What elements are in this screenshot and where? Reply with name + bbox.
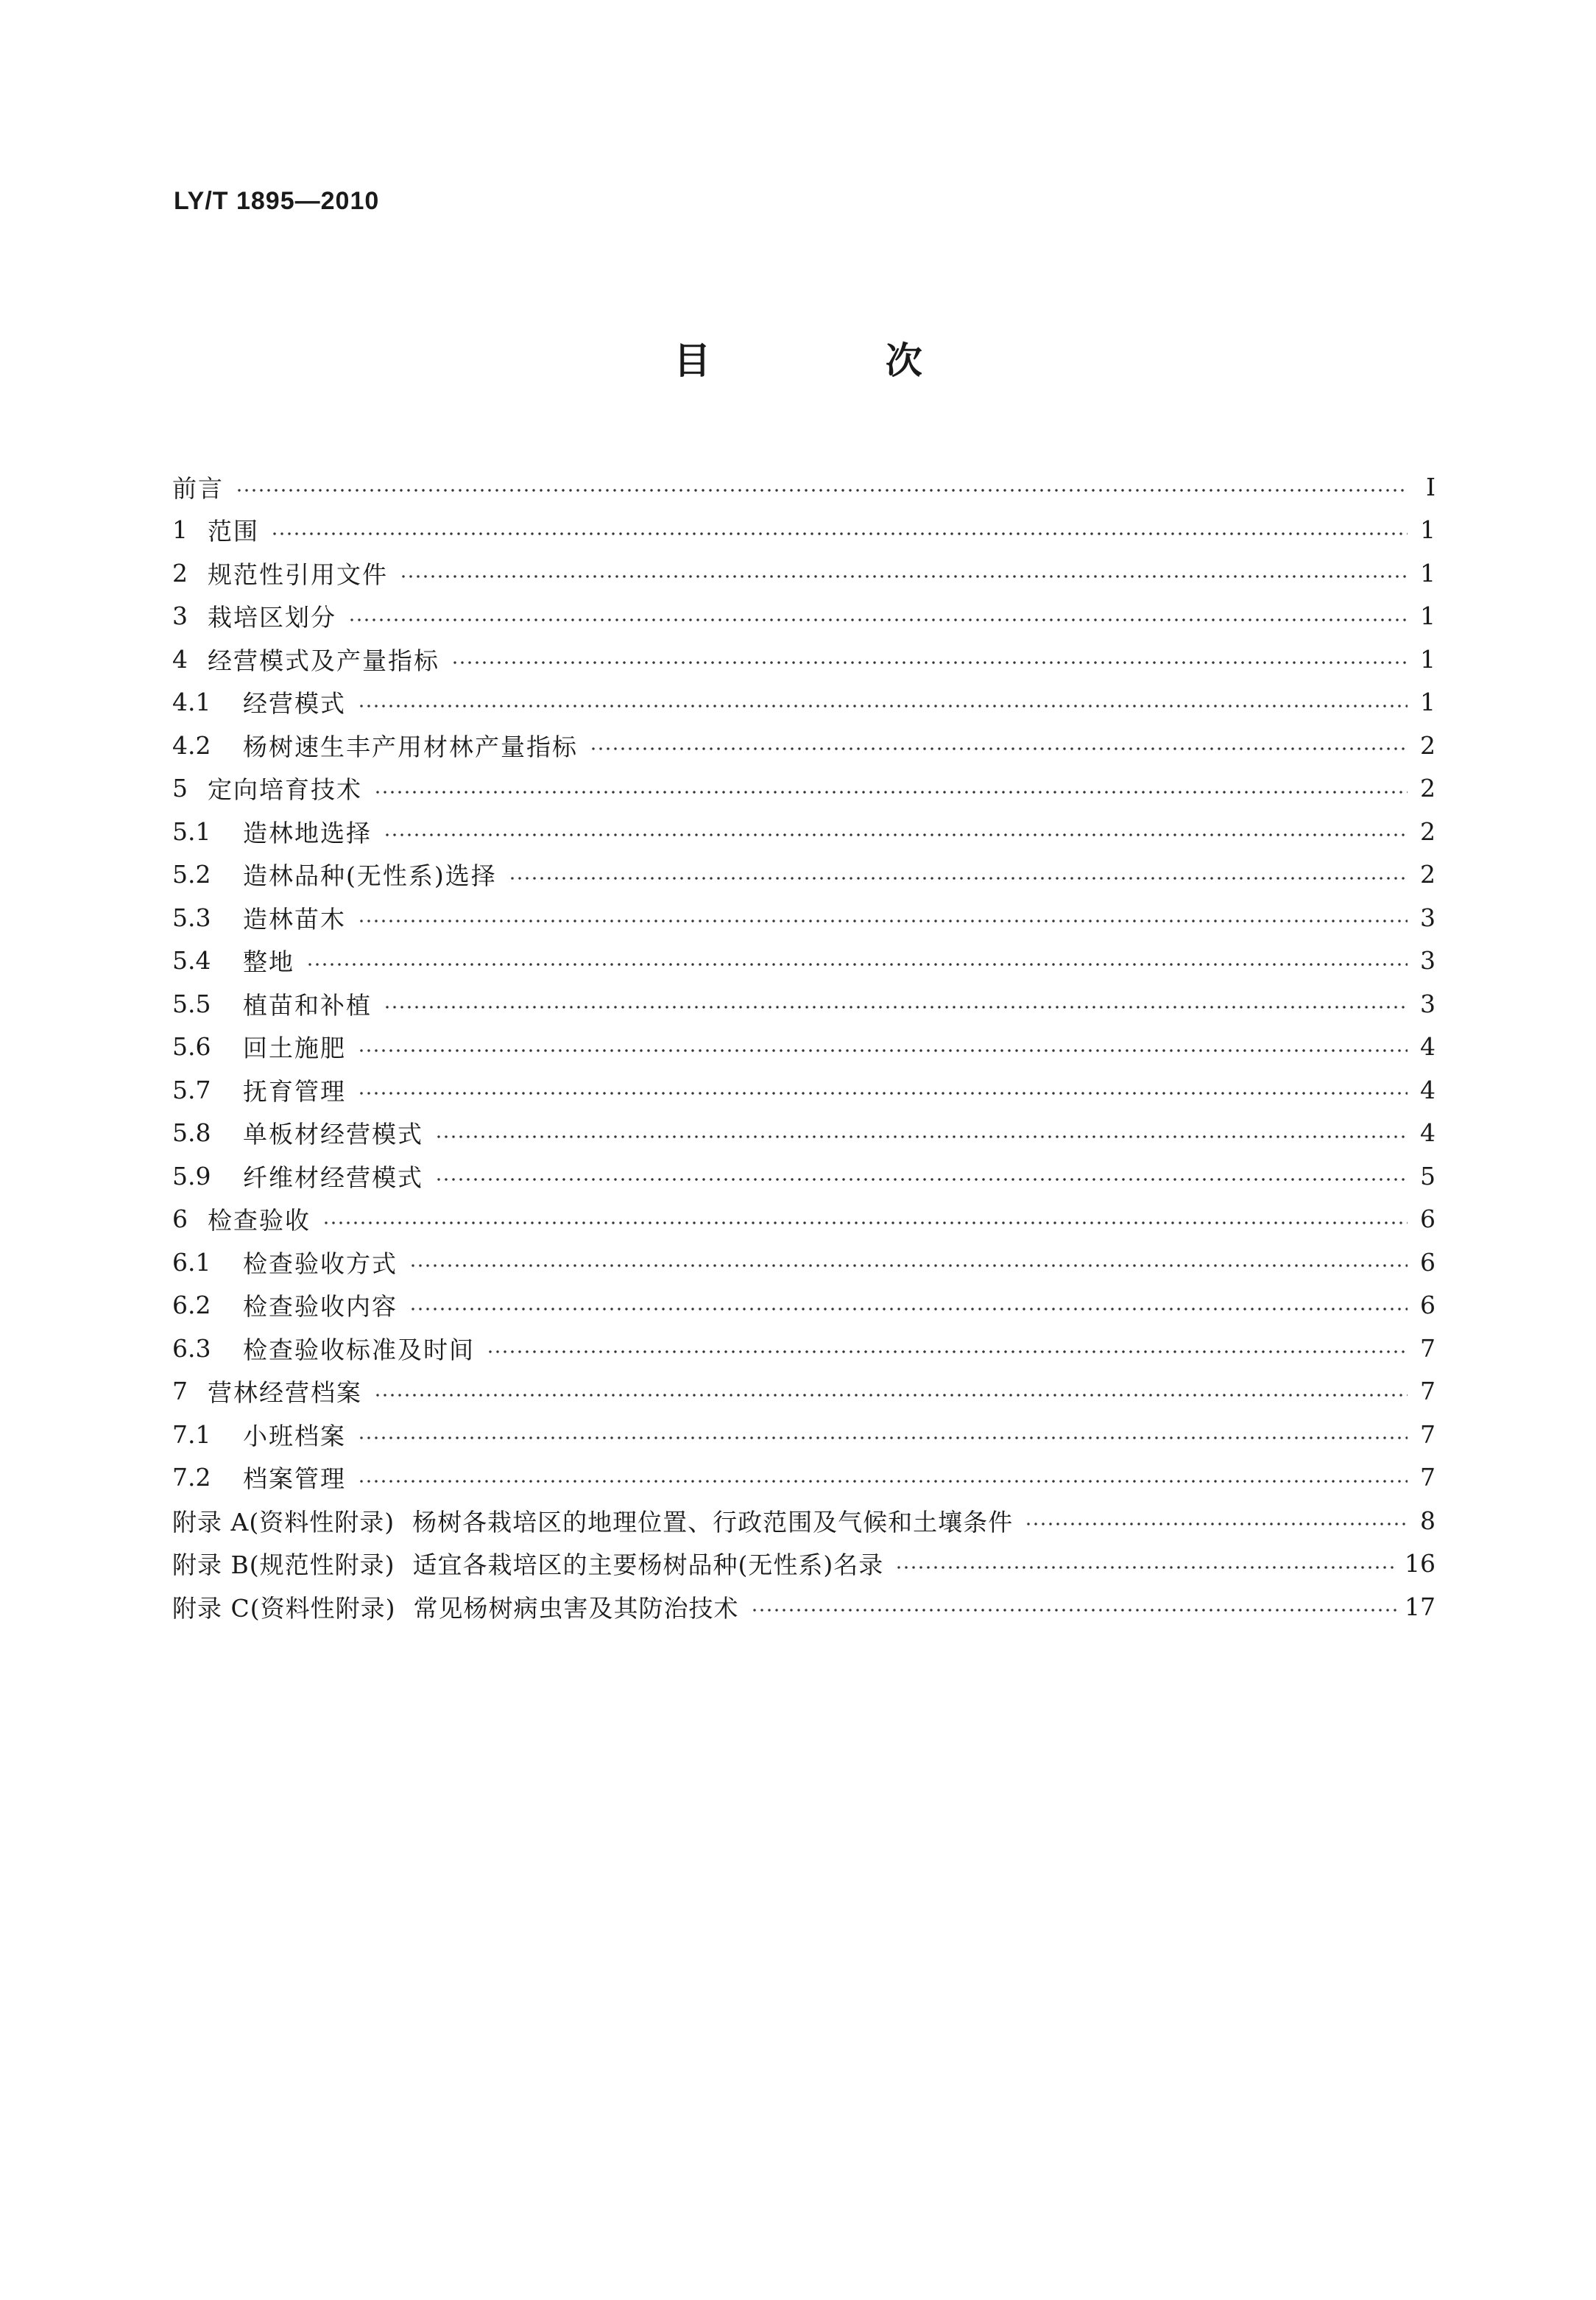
toc-section-number: 7.1 [172, 1419, 211, 1449]
toc-page-number: 3 [1420, 903, 1436, 932]
toc-entry-5-7[interactable] [172, 1068, 1436, 1112]
toc-page-number: 2 [1420, 816, 1436, 846]
toc-label: 杨树速生丰产用材林产量指标 [243, 732, 578, 761]
toc-leader-dots [451, 661, 1408, 664]
toc-page-number: 2 [1420, 860, 1436, 889]
toc-page-number: 1 [1420, 688, 1436, 717]
toc-entry-foreword[interactable] [172, 465, 1436, 509]
toc-appendix-tag: 附录 B(规范性附录) [172, 1551, 395, 1580]
toc-label: 造林地选择 [243, 818, 372, 847]
toc-page-number: 6 [1420, 1291, 1436, 1320]
toc-entry-7-2[interactable] [172, 1456, 1436, 1500]
toc-section-number: 7 [172, 1377, 188, 1406]
toc-entry-6-1[interactable] [172, 1241, 1436, 1284]
toc-page-number: 8 [1420, 1506, 1436, 1535]
toc-entry-5-6[interactable] [172, 1026, 1436, 1069]
toc-leader-dots [487, 1350, 1408, 1353]
toc-label: 回土施肥 [243, 1034, 346, 1063]
toc-entry-2[interactable] [172, 551, 1436, 595]
toc-appendix-tag: 附录 A(资料性附录) [172, 1507, 395, 1537]
toc-leader-dots [358, 1480, 1408, 1483]
toc-leader-dots [358, 920, 1408, 923]
toc-page-number: 4 [1420, 1075, 1436, 1104]
toc-entry-3[interactable] [172, 595, 1436, 638]
toc-label: 档案管理 [243, 1464, 346, 1494]
toc-page-number: 2 [1420, 730, 1436, 760]
toc-leader-dots [358, 705, 1408, 708]
toc-label: 小班档案 [243, 1421, 346, 1450]
toc-section-number: 3 [172, 602, 188, 631]
standard-code: LY/T 1895—2010 [174, 187, 380, 215]
toc-label: 经营模式 [243, 689, 346, 719]
toc-appendix-label [172, 1546, 883, 1581]
toc-section-number: 4.2 [172, 730, 211, 760]
toc-leader-dots [1025, 1523, 1408, 1525]
toc-label: 整地 [243, 948, 294, 977]
toc-page-number: 1 [1420, 558, 1436, 588]
toc-section-number: 4.1 [172, 688, 211, 717]
toc-entry-5[interactable] [172, 767, 1436, 811]
toc-section-number: 5.2 [172, 860, 211, 889]
toc-leader-dots [751, 1609, 1398, 1612]
toc-section-number: 5.1 [172, 816, 211, 846]
toc-page-number: 17 [1405, 1592, 1436, 1621]
toc-label: 常见杨树病虫害及其防治技术 [413, 1593, 739, 1623]
toc-page-number: 7 [1420, 1377, 1436, 1406]
toc-page-number: 6 [1420, 1247, 1436, 1277]
toc-label: 单板材经营模式 [243, 1120, 423, 1149]
toc-page-number: Ⅰ [1425, 472, 1436, 501]
toc-section-number: 2 [172, 558, 188, 588]
toc-leader-dots [384, 833, 1408, 836]
toc-section-number: 7.2 [172, 1463, 211, 1492]
toc-label: 抚育管理 [243, 1076, 346, 1106]
toc-page-number: 3 [1420, 989, 1436, 1018]
toc-leader-dots [435, 1178, 1408, 1181]
toc-label: 纤维材经营模式 [243, 1163, 423, 1192]
toc-page-number: 7 [1420, 1419, 1436, 1449]
toc-label: 前言 [172, 473, 224, 503]
toc-leader-dots [409, 1264, 1408, 1267]
toc-entry-5-2[interactable] [172, 853, 1436, 897]
toc-section-number: 5.3 [172, 903, 211, 932]
toc-label: 适宜各栽培区的主要杨树品种(无性系)名录 [412, 1551, 884, 1580]
toc-page-number: 1 [1420, 515, 1436, 545]
toc-label: 检查验收方式 [243, 1249, 398, 1278]
toc-label: 造林苗木 [243, 904, 346, 934]
toc-section-number: 4 [172, 644, 188, 674]
toc-section-number: 5.9 [172, 1161, 211, 1190]
toc-entry-5-8[interactable] [172, 1112, 1436, 1155]
toc-page-number: 4 [1420, 1118, 1436, 1148]
toc-entry-6-2[interactable] [172, 1284, 1436, 1327]
page-title: 目 次 [674, 339, 1003, 382]
toc-entry-5-5[interactable] [172, 982, 1436, 1026]
toc-leader-dots [895, 1566, 1397, 1569]
toc-page-number: 7 [1420, 1333, 1436, 1363]
toc-leader-dots [409, 1308, 1408, 1310]
toc-page-number: 1 [1420, 644, 1436, 674]
toc-label: 造林品种(无性系)选择 [243, 861, 497, 891]
toc-appendix-tag: 附录 C(资料性附录) [172, 1593, 396, 1623]
toc-entry-1[interactable] [172, 509, 1436, 552]
toc-section-number: 6 [172, 1204, 188, 1234]
toc-leader-dots [358, 1049, 1408, 1052]
toc-leader-dots [400, 575, 1408, 578]
toc-leader-dots [590, 747, 1408, 750]
toc-leader-dots [374, 791, 1408, 794]
toc-page-number: 5 [1420, 1161, 1436, 1190]
toc-label: 定向培育技术 [208, 775, 362, 805]
toc-entry-4[interactable] [172, 638, 1436, 681]
toc-leader-dots [435, 1135, 1408, 1138]
toc-label: 范围 [208, 517, 259, 546]
toc-page-number: 7 [1420, 1463, 1436, 1492]
toc-entry-4-1[interactable] [172, 681, 1436, 724]
toc-leader-dots [236, 489, 1408, 492]
toc-page-number: 6 [1420, 1204, 1436, 1234]
toc-section-number: 5.8 [172, 1118, 211, 1148]
toc-section-number: 6.3 [172, 1333, 211, 1363]
toc-appendix-label [172, 1590, 739, 1624]
toc-leader-dots [358, 1092, 1408, 1095]
toc-label: 经营模式及产量指标 [208, 646, 439, 675]
toc-entry-appendix-b[interactable] [172, 1542, 1436, 1586]
toc-entry-4-2[interactable] [172, 724, 1436, 767]
toc-label: 杨树各栽培区的地理位置、行政范围及气候和土壤条件 [412, 1507, 1014, 1537]
toc-section-number: 6.2 [172, 1291, 211, 1320]
toc-entry-5-3[interactable] [172, 896, 1436, 939]
toc-leader-dots [348, 618, 1408, 621]
toc-appendix-label [172, 1503, 1013, 1538]
toc-leader-dots [271, 532, 1408, 535]
toc-label: 规范性引用文件 [208, 560, 388, 589]
toc-label: 营林经营档案 [208, 1378, 362, 1408]
toc-label: 栽培区划分 [208, 603, 336, 632]
toc-page-number: 3 [1420, 946, 1436, 976]
toc-leader-dots [306, 963, 1408, 966]
table-of-contents [172, 465, 1436, 1629]
toc-leader-dots [358, 1436, 1408, 1439]
toc-entry-7-1[interactable] [172, 1413, 1436, 1456]
toc-section-number: 5.5 [172, 989, 211, 1018]
toc-section-number: 6.1 [172, 1247, 211, 1277]
toc-entry-6[interactable] [172, 1198, 1436, 1241]
toc-section-number: 5.7 [172, 1075, 211, 1104]
toc-label: 检查验收 [208, 1206, 311, 1235]
toc-leader-dots [374, 1394, 1408, 1397]
toc-label: 植苗和补植 [243, 990, 372, 1020]
toc-section-number: 5.6 [172, 1032, 211, 1062]
toc-entry-5-9[interactable] [172, 1154, 1436, 1198]
toc-page-number: 4 [1420, 1032, 1436, 1062]
toc-section-number: 5 [172, 774, 188, 803]
toc-page-number: 16 [1405, 1549, 1436, 1578]
toc-entry-appendix-a[interactable] [172, 1499, 1436, 1542]
toc-section-number: 1 [172, 515, 188, 545]
toc-label: 检查验收标准及时间 [243, 1335, 475, 1364]
toc-entry-6-3[interactable] [172, 1327, 1436, 1370]
toc-section-number: 5.4 [172, 946, 211, 976]
toc-leader-dots [384, 1006, 1408, 1009]
toc-page-number: 1 [1420, 602, 1436, 631]
toc-entry-appendix-c[interactable] [172, 1585, 1436, 1629]
toc-label: 检查验收内容 [243, 1292, 398, 1322]
toc-page-number: 2 [1420, 774, 1436, 803]
toc-leader-dots [509, 877, 1408, 880]
toc-leader-dots [322, 1221, 1408, 1224]
toc-entry-7[interactable] [172, 1370, 1436, 1414]
toc-entry-5-1[interactable] [172, 810, 1436, 853]
toc-entry-5-4[interactable] [172, 939, 1436, 983]
